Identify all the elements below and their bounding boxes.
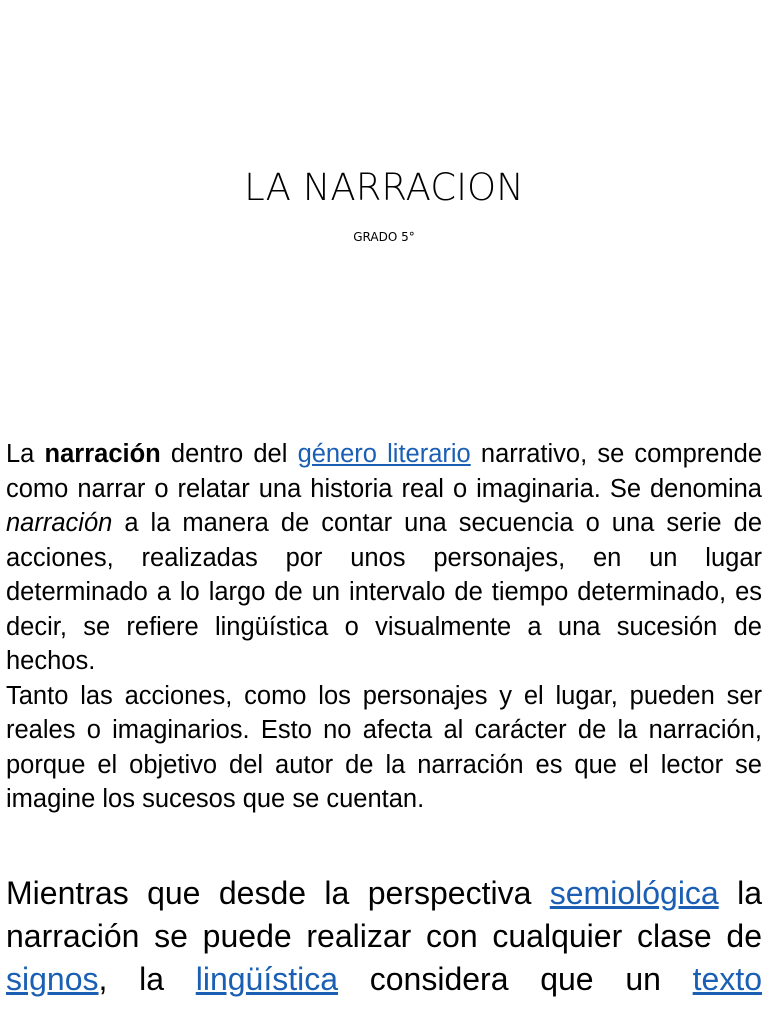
link-genero-literario[interactable]: género literario [297, 440, 471, 468]
link-texto[interactable]: texto [692, 961, 763, 997]
link-semiologica[interactable]: semiológica [549, 875, 719, 911]
link-signos[interactable]: signos [6, 961, 99, 997]
paragraph-definition [6, 437, 762, 679]
paragraph-elements: Tanto las acciones, como los personajes y el lugar, pueden ser reales o imaginarios. Esto no afecta al carácter de la narración, porque el objetivo del autor de la narración es que el lector se imagine los sucesos que se cuentan. [6, 681, 762, 813]
text-segment: , la [98, 961, 196, 997]
italic-term: narración [6, 509, 113, 537]
text-segment: La [6, 440, 45, 468]
text-segment: considera que un [338, 961, 693, 997]
page-subtitle: GRADO 5° [353, 230, 415, 244]
text-segment: a la manera de contar una secuencia o una serie de acciones, realizadas por unos personajes, en un lugar determinado a lo largo de un intervalo de tiempo determinado, es decir, se refiere lingüística o visualmente a una sucesión de hechos. [6, 509, 762, 675]
text-segment: Mientras que desde la perspectiva [6, 875, 550, 911]
link-linguistica[interactable]: lingüística [195, 961, 339, 997]
text-segment: narrativo, se comprende como narrar o relatar una historia real o imaginaria. Se denomina [6, 440, 763, 503]
text-segment: la narración se puede realizar con cualquier clase de [6, 875, 763, 954]
text-segment: dentro del [160, 440, 298, 468]
body-text [6, 437, 762, 817]
bold-term: narración [44, 440, 161, 468]
page-title: LA NARRACION [244, 166, 524, 209]
paragraph-semiology [6, 872, 762, 1001]
